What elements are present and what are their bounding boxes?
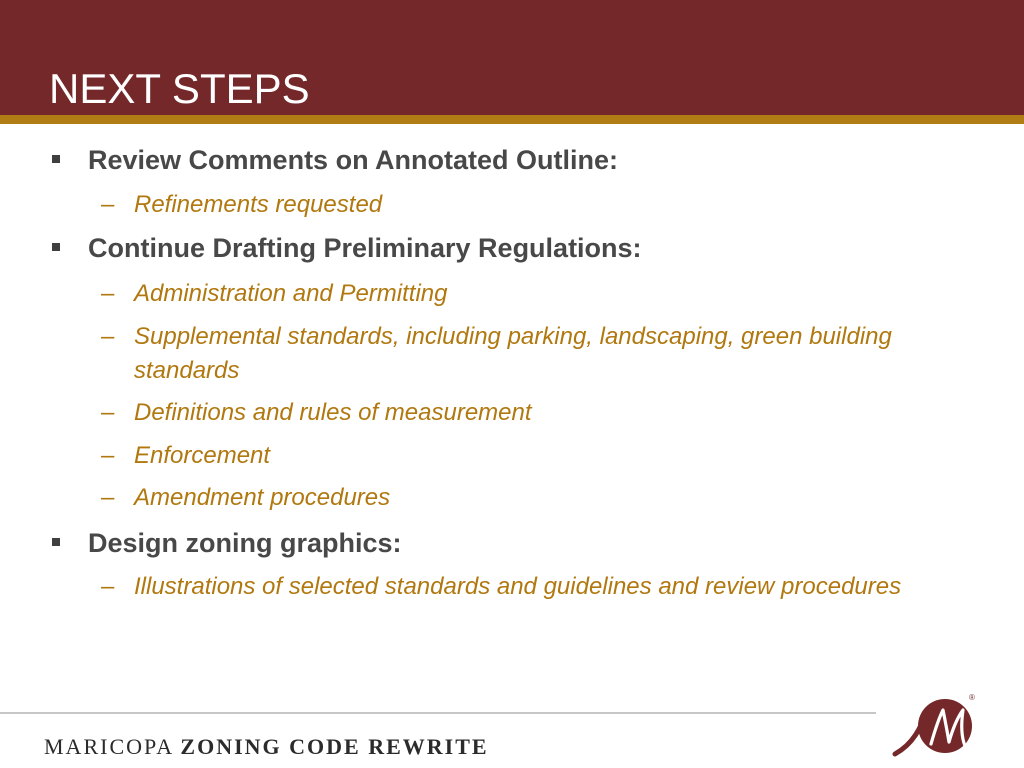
bullet-label: Design zoning graphics: <box>88 528 402 558</box>
sub-item-text: Definitions and rules of measurement <box>134 399 532 426</box>
square-bullet-icon <box>52 538 60 546</box>
dash-marker: – <box>101 191 115 218</box>
footer-divider <box>0 712 876 714</box>
dash-marker: – <box>101 442 115 469</box>
sub-item-text: Supplemental standards, including parking, landscaping, green building standards <box>134 323 892 384</box>
bullet-label: Continue Drafting Preliminary Regulations: <box>88 233 642 263</box>
footer-brand: MARICOPA <box>44 734 173 759</box>
dash-marker: – <box>101 573 115 600</box>
sub-item-text: Illustrations of selected standards and guidelines and review procedures <box>134 573 902 600</box>
registered-mark: ® <box>969 693 975 702</box>
sub-item-text: Enforcement <box>134 442 271 469</box>
square-bullet-icon <box>52 155 60 163</box>
slide-title: NEXT STEPS <box>49 65 310 112</box>
sub-item-text: Refinements requested <box>134 191 383 218</box>
dash-marker: – <box>101 323 115 350</box>
dash-marker: – <box>101 484 115 511</box>
square-bullet-icon <box>52 243 60 251</box>
sub-item-text: Administration and Permitting <box>134 280 448 307</box>
sub-item-text: Amendment procedures <box>134 484 391 511</box>
bullet-label: Review Comments on Annotated Outline: <box>88 145 619 175</box>
footer-program: ZONING CODE REWRITE <box>180 734 489 759</box>
dash-marker: – <box>101 280 115 307</box>
dash-marker: – <box>101 399 115 426</box>
footer-title <box>44 733 489 761</box>
maricopa-m-logo-icon <box>883 688 975 758</box>
